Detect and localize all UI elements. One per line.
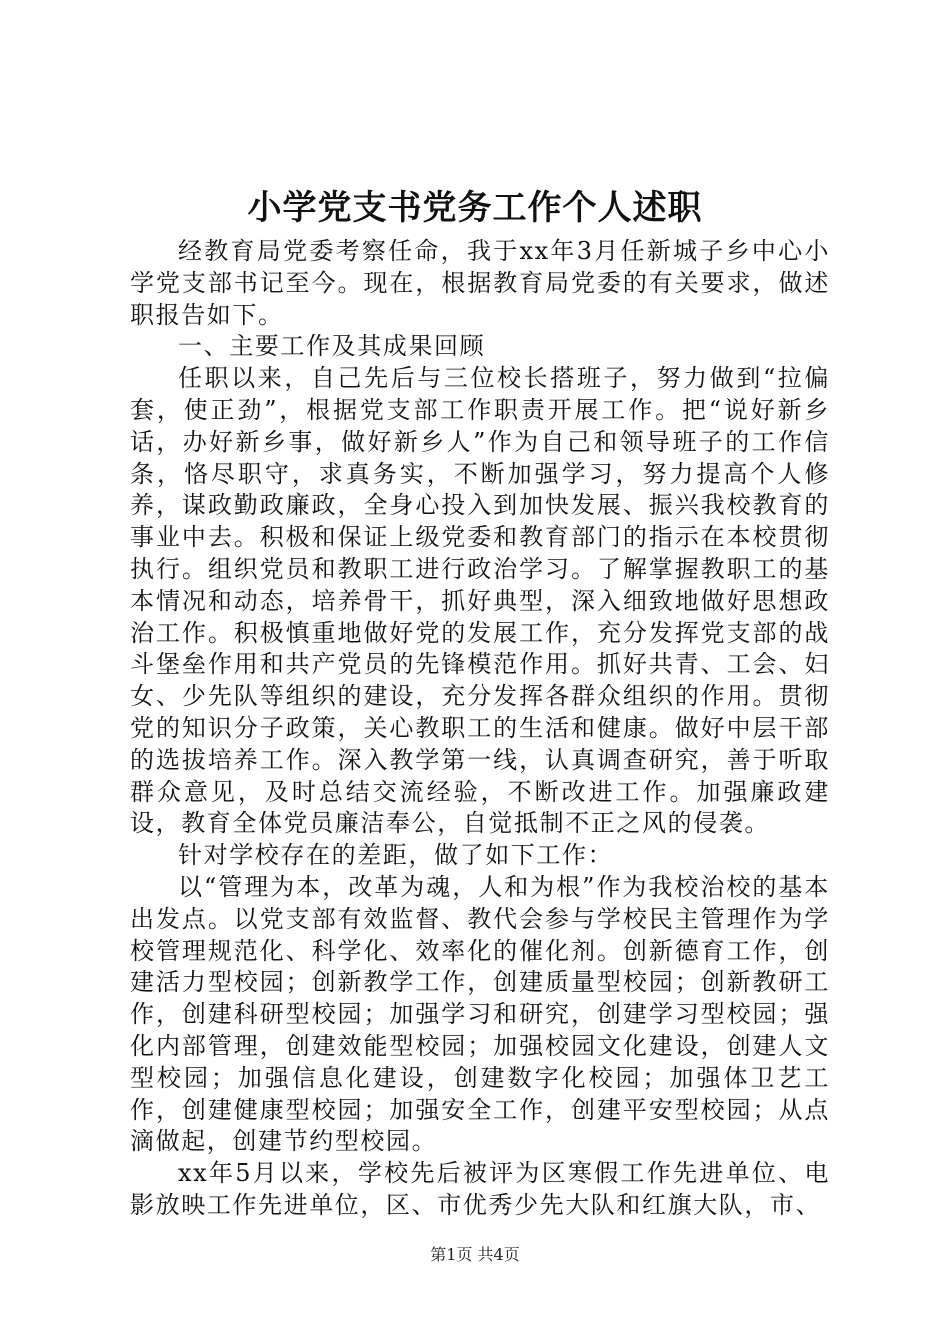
section-heading: 一、主要工作及其成果回顾	[178, 332, 486, 361]
paragraph-measures-intro: 针对学校存在的差距，做了如下工作：	[178, 841, 614, 870]
document-body	[130, 236, 830, 1222]
page-footer: 第1页 共4页	[430, 1245, 520, 1264]
document-title: 小学党支书党务工作个人述职	[247, 188, 703, 228]
paragraph-achievements: xx年5月以来，学校先后被评为区寒假工作先进单位、电影放映工作先进单位，区、市优秀少先大队和红旗大队，市、	[130, 1159, 830, 1219]
paragraph-measures: 以“管理为本，改革为魂，人和为根”作为我校治校的基本出发点。以党支部有效监督、教代会参与学校民主管理作为学校管理规范化、科学化、效率化的催化剂。创新德育工作，创建活力型校园；创新教学工作，创建质量型校园；创新教研工作，创建科研型校园；加强学习和研究，创建学习型校园；强化内部管理，创建效能型校园；加强校园文化建设，创建人文型校园；加强信息化建设，创建数字化校园；加强体卫艺工作，创建健康型校园；加强安全工作，创建平安型校园；从点滴做起，创建节约型校园。	[130, 872, 830, 1156]
paragraph-duties: 任职以来，自己先后与三位校长搭班子，努力做到“拉偏套，使正劲”，根据党支部工作职责开展工作。把“说好新乡话，办好新乡事，做好新乡人”作为自己和领导班子的工作信条，恪尽职守，求真务实，不断加强学习，努力提高个人修养，谋政勤政廉政，全身心投入到加快发展、振兴我校教育的事业中去。积极和保证上级党委和教育部门的指示在本校贯彻执行。组织党员和教职工进行政治学习。了解掌握教职工的基本情况和动态，培养骨干，抓好典型，深入细致地做好思想政治工作。积极慎重地做好党的发展工作，充分发挥党支部的战斗堡垒作用和共产党员的先锋模范作用。抓好共青、工会、妇女、少先队等组织的建设，充分发挥各群众组织的作用。贯彻党的知识分子政策，关心教职工的生活和健康。做好中层干部的选拔培养工作。深入教学第一线，认真调查研究，善于听取群众意见，及时总结交流经验，不断改进工作。加强廉政建设，教育全体党员廉洁奉公，自觉抵制不正之风的侵袭。	[130, 364, 830, 838]
paragraph-intro: 经教育局党委考察任命，我于xx年3月任新城子乡中心小学党支部书记至今。现在，根据教育局党委的有关要求，做述职报告如下。	[130, 237, 830, 329]
